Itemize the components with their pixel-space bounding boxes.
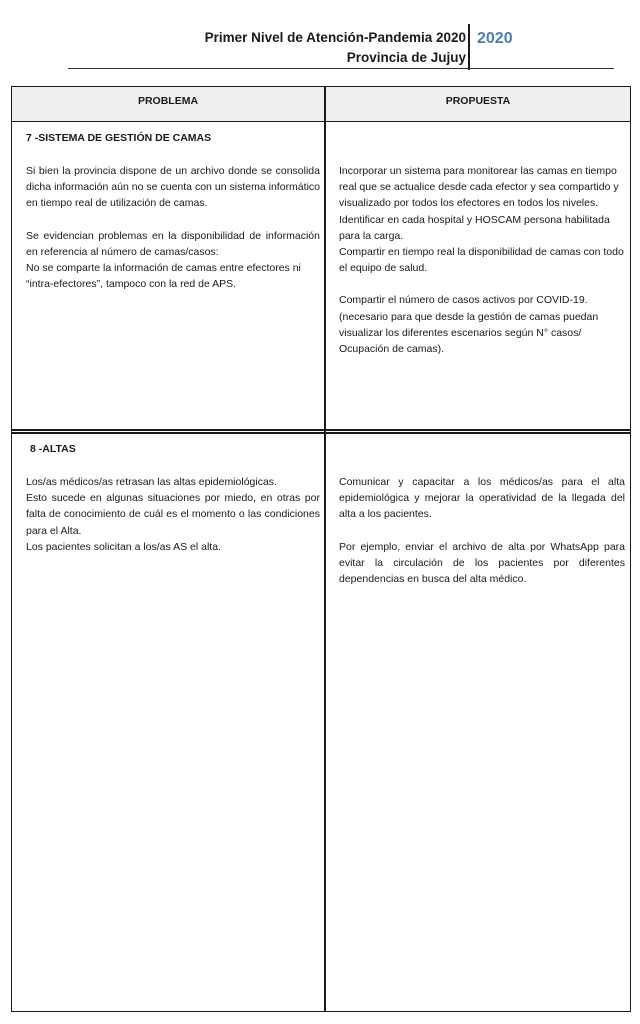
propuesta-paragraph: Compartir el número de casos activos por COVID-19. (necesario para que desde la gestión de camas puedan visualizar los diferentes escenarios según N° casos/ Ocupación de camas).: [339, 294, 599, 356]
problema-paragraph: Si bien la provincia dispone de un archivo donde se consolida dicha información aún no se cuenta con un sistema informático en tiempo real de utilización de camas.: [26, 165, 320, 210]
column-header-propuesta: PROPUESTA: [445, 95, 511, 107]
propuesta-paragraph: Incorporar un sistema para monitorear las camas en tiempo real que se actualice desde cada efector y sea compartido y visualizado por todos los efectores en todos los niveles.: [339, 165, 619, 210]
column-header-problema: PROBLEMA: [137, 95, 199, 107]
propuesta-paragraph: Por ejemplo, enviar el archivo de alta por WhatsApp para evitar la circulación de los pacientes por diferentes dependencias en busca del alta médico.: [339, 540, 625, 586]
section-title-camas: 7 -SISTEMA DE GESTIÓN DE CAMAS: [26, 132, 212, 144]
document-title: [205, 28, 466, 68]
problema-paragraph: No se comparte la información de camas entre efectores ni “intra-efectores”, tampoco con la red de APS.: [26, 262, 301, 291]
propuesta-cell-altas: [339, 474, 625, 587]
problema-cell-camas: [26, 163, 320, 292]
problem-proposal-table: [11, 86, 631, 1012]
title-line-2: Provincia de Jujuy: [346, 50, 466, 65]
problema-paragraph: Los pacientes solicitan a los/as AS el alta.: [26, 540, 221, 553]
page-header: [0, 0, 640, 80]
header-rule: [68, 68, 614, 69]
section-title-altas: 8 -ALTAS: [30, 443, 76, 455]
column-divider: [324, 87, 326, 1011]
header-divider: [468, 24, 470, 70]
title-line-1: Primer Nivel de Atención-Pandemia 2020: [204, 30, 466, 45]
problema-cell-altas: [26, 474, 320, 555]
problema-paragraph: Se evidencian problemas en la disponibilidad de información en referencia al número de camas/casos:: [26, 229, 320, 258]
propuesta-paragraph: Compartir en tiempo real la disponibilidad de camas con todo el equipo de salud.: [339, 246, 624, 275]
propuesta-cell-camas: [339, 163, 627, 357]
problema-paragraph: Esto sucede en algunas situaciones por miedo, en otras por falta de conocimiento de cuál es el momento o las condiciones para el Alta.: [26, 492, 320, 537]
propuesta-paragraph: Identificar en cada hospital y HOSCAM persona habilitada para la carga.: [339, 213, 610, 242]
header-year: 2020: [477, 30, 513, 47]
row-divider: [12, 432, 630, 434]
table-header-row: [12, 87, 630, 122]
propuesta-paragraph: Comunicar y capacitar a los médicos/as para el alta epidemiológica y mejorar la operatividad de la llegada del alta a los pacientes.: [339, 476, 625, 521]
row-divider: [12, 429, 630, 431]
problema-paragraph: Los/as médicos/as retrasan las altas epidemiológicas.: [26, 476, 277, 488]
